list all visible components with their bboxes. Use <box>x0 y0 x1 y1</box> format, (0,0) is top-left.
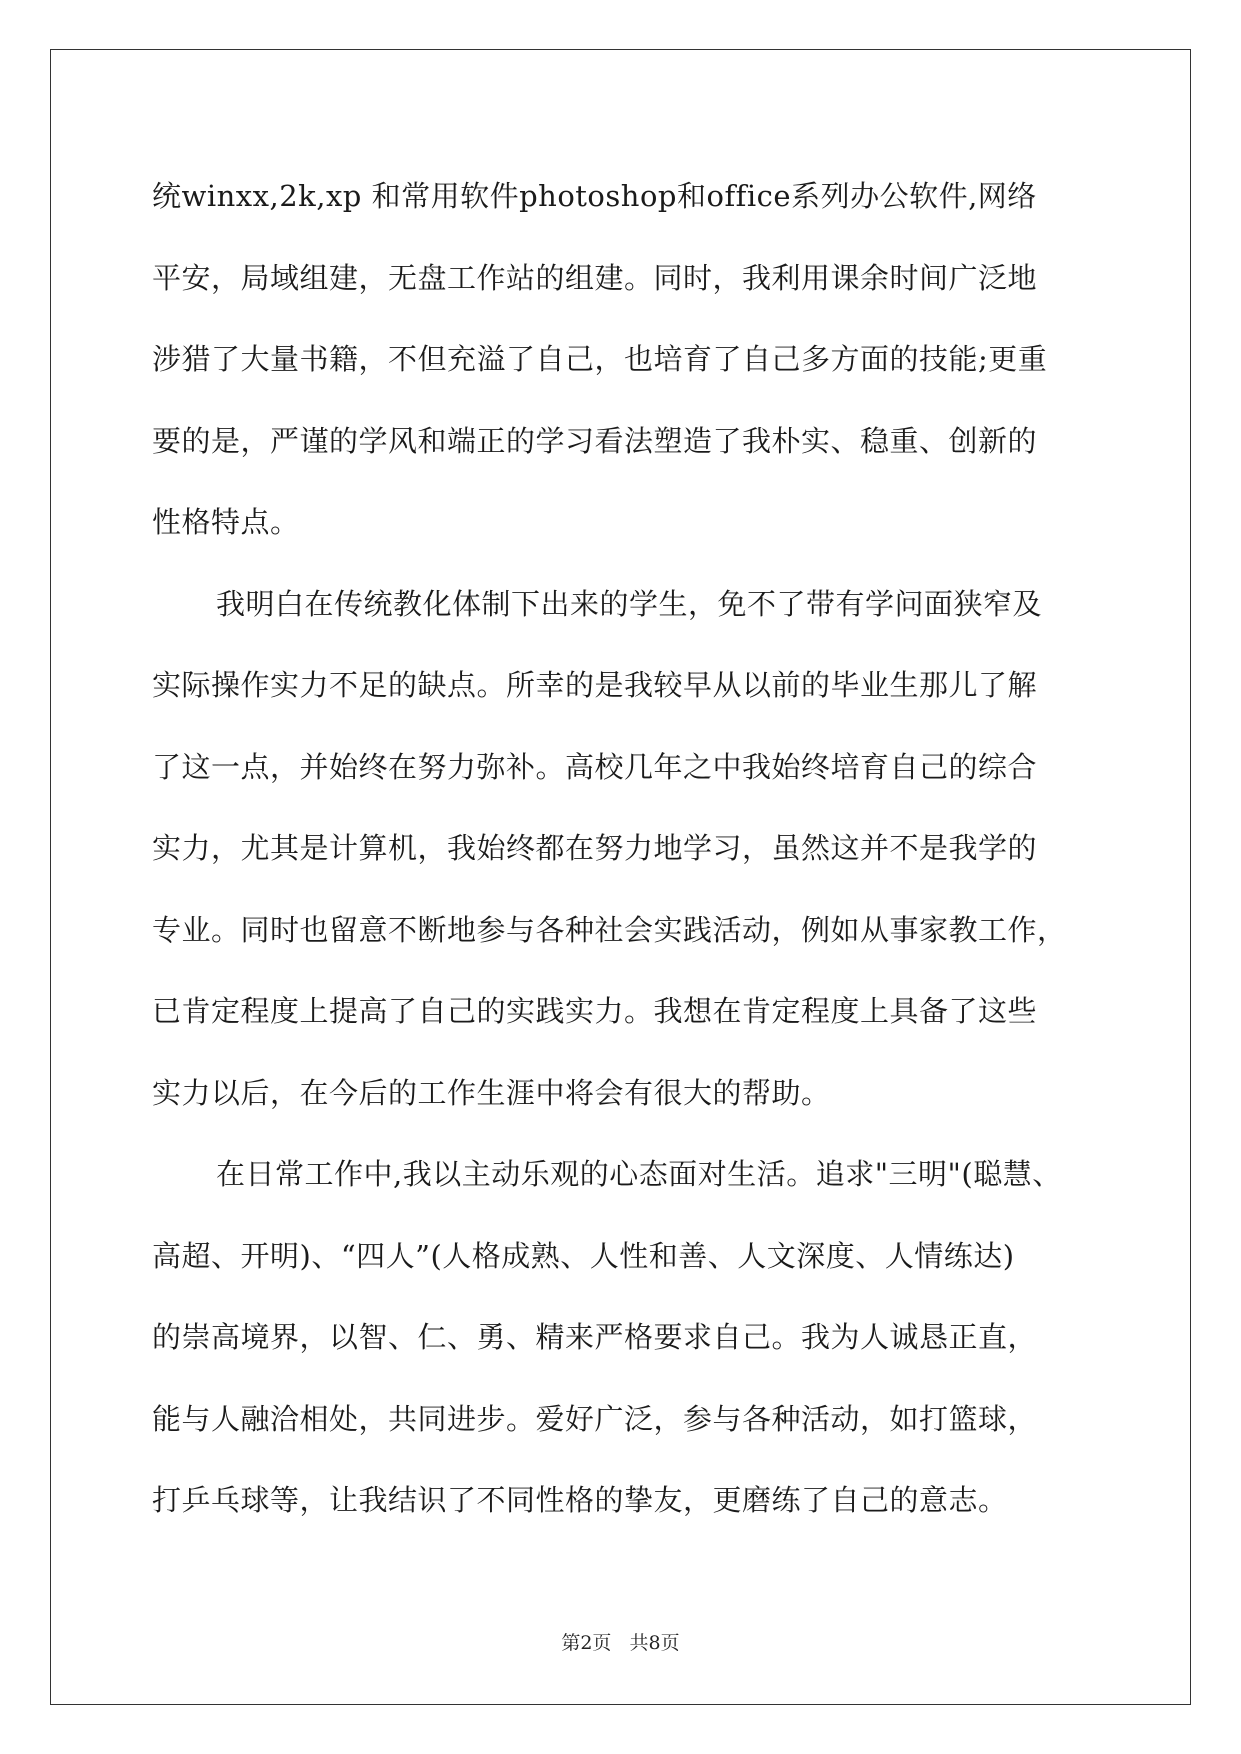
text-line: 性格特点。 <box>152 505 300 539</box>
text-line: 了这一点，并始终在努力弥补。高校几年之中我始终培育自己的综合 <box>152 749 1038 784</box>
text-line: 统winxx,2k,xp 和常用软件photoshop和office系列办公软件,网络 <box>152 179 1037 213</box>
text-line: 要的是，严谨的学风和端正的学习看法塑造了我朴实、稳重、创新的 <box>152 423 1038 458</box>
text-line: 在日常工作中,我以主动乐观的心态面对生活。追求"三明"(聪慧、 <box>216 1157 1062 1191</box>
text-line: 能与人融洽相处，共同进步。爱好广泛，参与各种活动，如打篮球， <box>152 1401 1038 1436</box>
text-line: 专业。同时也留意不断地参与各种社会实践活动，例如从事家教工作， <box>152 912 1067 947</box>
document-body <box>152 166 1094 1552</box>
page-number-footer: 第2页 共8页 <box>561 1632 680 1654</box>
text-line: 实力，尤其是计算机，我始终都在努力地学习，虽然这并不是我学的 <box>152 831 1038 865</box>
text-line: 实力以后，在今后的工作生涯中将会有很大的帮助。 <box>152 1075 831 1110</box>
text-line: 实际操作实力不足的缺点。所幸的是我较早从以前的毕业生那儿了解 <box>152 668 1038 702</box>
text-line: 涉猎了大量书籍，不但充溢了自己，也培育了自己多方面的技能;更重 <box>152 342 1048 376</box>
text-line: 高超、开明)、“四人”(人格成熟、人性和善、人文深度、人情练达) <box>152 1238 1015 1273</box>
text-line: 的崇高境界，以智、仁、勇、精来严格要求自己。我为人诚恳正直， <box>152 1320 1038 1354</box>
text-line: 平安，局域组建，无盘工作站的组建。同时，我利用课余时间广泛地 <box>152 260 1038 295</box>
text-line: 打乒乓球等，让我结识了不同性格的挚友，更磨练了自己的意志。 <box>152 1483 1008 1517</box>
text-line: 已肯定程度上提高了自己的实践实力。我想在肯定程度上具备了这些 <box>152 994 1038 1028</box>
text-line: 我明白在传统教化体制下出来的学生，免不了带有学问面狭窄及 <box>216 586 1043 621</box>
